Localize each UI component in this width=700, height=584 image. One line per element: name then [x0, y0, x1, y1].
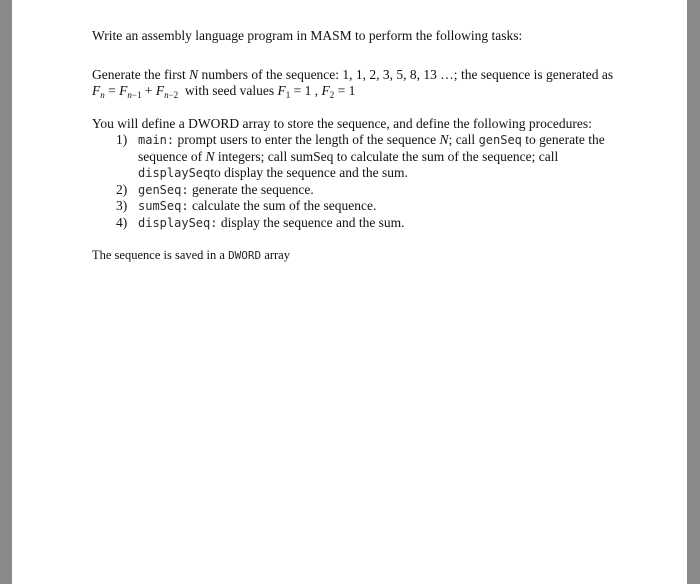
- procedure-number: 3): [116, 198, 128, 213]
- procedure-displayseq: [92, 215, 632, 232]
- main-n2: N: [205, 148, 215, 164]
- procedure-desc: generate the sequence.: [191, 181, 314, 197]
- procedures-list: [92, 132, 632, 231]
- recurrence-formula: $F_n = F_{n-1} + F_{n-2}$: [92, 83, 179, 100]
- array-note: [92, 247, 632, 265]
- seq-n: N: [189, 66, 199, 82]
- sequence-paragraph: [92, 67, 632, 100]
- main-n1: N: [439, 132, 449, 147]
- procedure-desc: display the sequence and the sum.: [220, 214, 405, 230]
- main-text-a: prompt users to enter the length of the sequence: [177, 132, 437, 147]
- main-text-b: ; call: [448, 132, 476, 147]
- seq-rest: numbers of the sequence:: [201, 66, 340, 82]
- note-code: DWORD: [228, 249, 262, 262]
- seed-formula: $F_1 = 1$ , $F_2 = 1$: [277, 83, 356, 100]
- call-displayseq: displaySeq: [138, 166, 211, 180]
- note-after: array: [264, 248, 290, 262]
- main-text-d: integers; call sumSeq to calculate the sum of the sequence; call: [217, 148, 559, 164]
- main-text-e: to display the sequence and the sum.: [210, 165, 408, 180]
- main-text-c: to generate the sequence of: [138, 132, 605, 164]
- call-genseq: genSeq: [478, 133, 522, 147]
- procedure-genseq: [92, 182, 632, 199]
- seq-generated-as: the sequence is generated as: [460, 66, 614, 82]
- document-content: [92, 28, 632, 265]
- document-page: [12, 0, 687, 584]
- procedure-sumseq: [92, 198, 632, 215]
- seq-values: 1, 1, 2, 3, 5, 8, 13 …;: [342, 66, 458, 82]
- procedure-name: sumSeq:: [138, 199, 189, 213]
- procedure-name: displaySeq:: [138, 215, 218, 230]
- seed-text: with seed values: [184, 83, 275, 98]
- procedure-desc: calculate the sum of the sequence.: [191, 198, 377, 213]
- procedure-name: genSeq:: [138, 182, 189, 197]
- procedures-intro: You will define a DWORD array to store the sequence, and define the following procedures:: [92, 115, 592, 131]
- note-before: The sequence is saved in a: [92, 248, 225, 262]
- seq-intro: Generate the first: [92, 66, 186, 82]
- procedure-main: [92, 132, 632, 182]
- procedure-name: main:: [138, 133, 175, 147]
- procedure-number: 2): [116, 181, 128, 197]
- procedure-number: 1): [116, 132, 128, 147]
- task-heading: Write an assembly language program in MASM to perform the following tasks:: [92, 28, 523, 43]
- procedure-number: 4): [116, 214, 128, 230]
